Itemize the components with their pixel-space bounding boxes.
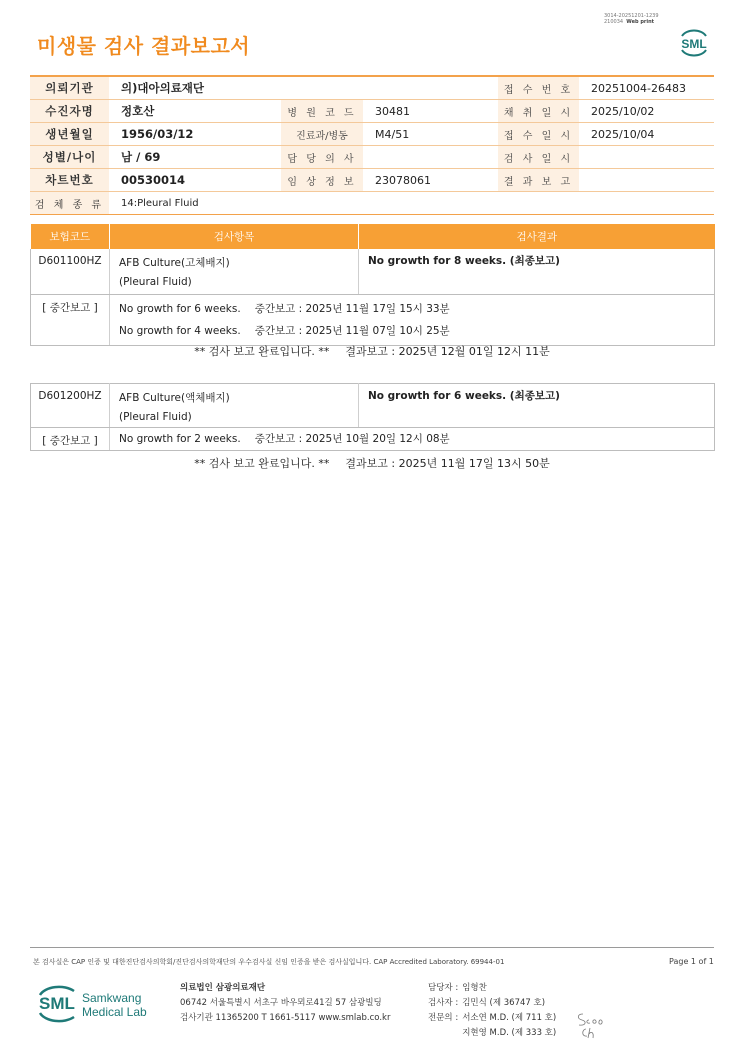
certification-note: 본 검사실은 CAP 인증 및 대한진단검사의학회/진단검사의학재단의 우수검사실 신임 인증을 받은 검사실입니다. CAP Accredited Laboratory. 69944-01: [33, 958, 505, 966]
test-result: No growth for 6 weeks. (최종보고): [359, 384, 715, 428]
test-item: [110, 384, 359, 428]
footer-divider: [30, 947, 714, 948]
header-test-item: 검사항목: [110, 224, 359, 249]
collect-date-value: 2025/10/02: [579, 100, 714, 123]
clinical-info-label: 임 상 정 보: [281, 169, 363, 192]
institution-label: 의뢰기관: [30, 76, 109, 100]
report-complete-text: ** 검사 보고 완료입니다. **: [194, 345, 330, 358]
org-name: 의료법인 삼광의료재단: [180, 983, 266, 993]
info-row: [30, 100, 714, 123]
info-row: [30, 76, 714, 100]
report-value: [579, 169, 714, 192]
results-table: [30, 383, 715, 451]
report-title: 미생물 검사 결과보고서: [37, 34, 251, 58]
signature-icon: [575, 1010, 609, 1040]
page-number: Page 1 of 1: [669, 957, 714, 966]
org-address: 06742 서울특별시 서초구 바우뫼로41길 57 삼광빌딩: [180, 998, 382, 1008]
interim-lines: [110, 294, 715, 345]
chart-no-value: 00530014: [109, 169, 281, 192]
staff-row: [428, 1026, 560, 1041]
test-result: No growth for 8 weeks. (최종보고): [359, 249, 715, 294]
interim-text: No growth for 4 weeks.: [119, 324, 241, 337]
staff-row: [428, 981, 560, 996]
interim-text: No growth for 6 weeks.: [119, 302, 241, 315]
test-item: [110, 249, 359, 294]
manager-value: 임형찬: [462, 983, 487, 993]
footer-logo-text: SML: [39, 994, 75, 1013]
interim-time: 중간보고 : 2025년 11월 17일 15시 33분: [254, 302, 450, 315]
dept-value: M4/51: [363, 123, 498, 146]
info-row: [30, 192, 714, 215]
tester-value: 김민식 (제 36747 호): [462, 998, 546, 1008]
tester-label: 검사자 :: [428, 998, 459, 1008]
document-code-line1: 3014-20251201-1239: [604, 13, 659, 19]
interim-line: [119, 298, 714, 320]
report-complete-line: [0, 455, 744, 471]
specialist-value-1: 서소연 M.D. (제 711 호): [462, 1013, 557, 1023]
report-complete-line: [0, 343, 744, 359]
patient-name-value: 정호산: [109, 100, 281, 123]
staff-row: [428, 996, 560, 1011]
sex-age-label: 성별/나이: [30, 146, 109, 169]
receipt-no-label: 접 수 번 호: [498, 76, 579, 100]
interim-label: [ 중간보고 ]: [31, 294, 110, 345]
patient-info-table: [30, 75, 714, 215]
specimen-label: 검 체 종 류: [30, 192, 109, 215]
print-label: Web print: [626, 19, 655, 25]
report-complete-time: 결과보고 : 2025년 12월 01일 12시 11분: [345, 345, 550, 358]
receipt-date-value: 2025/10/04: [579, 123, 714, 146]
interim-line: [119, 428, 714, 450]
results-header-row: [31, 224, 715, 249]
test-date-value: [579, 146, 714, 169]
test-row: [31, 384, 715, 428]
document-code-line2: 210034: [604, 19, 624, 25]
interim-time: 중간보고 : 2025년 10월 20일 12시 08분: [254, 433, 450, 445]
test-item-specimen: (Pleural Fluid): [119, 276, 192, 288]
specialist-value-2: 지현영 M.D. (제 333 호): [462, 1028, 557, 1038]
test-code: D601200HZ: [31, 384, 110, 428]
info-row: [30, 146, 714, 169]
institution-value: 의)대아의료재단: [109, 76, 498, 100]
receipt-date-label: 접 수 일 시: [498, 123, 579, 146]
info-row: [30, 123, 714, 146]
sml-logo-icon: [676, 27, 712, 57]
test-code: D601100HZ: [31, 249, 110, 294]
report-label: 결 과 보 고: [498, 169, 579, 192]
results-table: [30, 224, 715, 346]
test-item-specimen: (Pleural Fluid): [119, 411, 192, 423]
hospital-code-value: 30481: [363, 100, 498, 123]
interim-text: No growth for 2 weeks.: [119, 433, 241, 445]
test-date-label: 검 사 일 시: [498, 146, 579, 169]
birth-value: 1956/03/12: [109, 123, 281, 146]
collect-date-label: 채 취 일 시: [498, 100, 579, 123]
birth-label: 생년월일: [30, 123, 109, 146]
chart-no-label: 차트번호: [30, 169, 109, 192]
hospital-code-label: 병 원 코 드: [281, 100, 363, 123]
manager-label: 담당자 :: [428, 983, 459, 993]
sex-age-value: 남 / 69: [109, 146, 281, 169]
report-complete-time: 결과보고 : 2025년 11월 17일 13시 50분: [345, 457, 550, 470]
test-row: [31, 249, 715, 294]
test-item-name: AFB Culture(액체배지): [119, 392, 230, 404]
interim-label: [ 중간보고 ]: [31, 428, 110, 451]
interim-row: [31, 294, 715, 345]
patient-name-label: 수진자명: [30, 100, 109, 123]
doctor-value: [363, 146, 498, 169]
samkwang-logo-icon: [36, 981, 156, 1027]
header-test-result: 검사결과: [359, 224, 715, 249]
staff-info: [428, 981, 560, 1041]
sml-logo-text: SML: [681, 37, 707, 51]
staff-row: [428, 1011, 560, 1026]
logo-name-line2: Medical Lab: [82, 1005, 147, 1019]
specialist-label: 전문의 :: [428, 1013, 459, 1023]
logo-name-line1: Samkwang: [82, 991, 142, 1005]
interim-time: 중간보고 : 2025년 11월 07일 10시 25분: [254, 324, 450, 337]
organization-info: [180, 981, 390, 1026]
document-code: [604, 13, 659, 25]
doctor-label: 담 당 의 사: [281, 146, 363, 169]
header-insurance-code: 보험코드: [31, 224, 110, 249]
info-row: [30, 169, 714, 192]
org-contact: 검사기관 11365200 T 1661-5117 www.smlab.co.kr: [180, 1013, 391, 1023]
test-item-name: AFB Culture(고체배지): [119, 257, 230, 269]
report-complete-text: ** 검사 보고 완료입니다. **: [194, 457, 330, 470]
dept-label: 진료과/병동: [281, 123, 363, 146]
interim-line: [119, 320, 714, 342]
interim-lines: [110, 428, 715, 451]
interim-row: [31, 428, 715, 451]
receipt-no-value: 20251004-26483: [579, 76, 714, 100]
specimen-value: 14:Pleural Fluid: [109, 192, 714, 215]
clinical-info-value: 23078061: [363, 169, 498, 192]
